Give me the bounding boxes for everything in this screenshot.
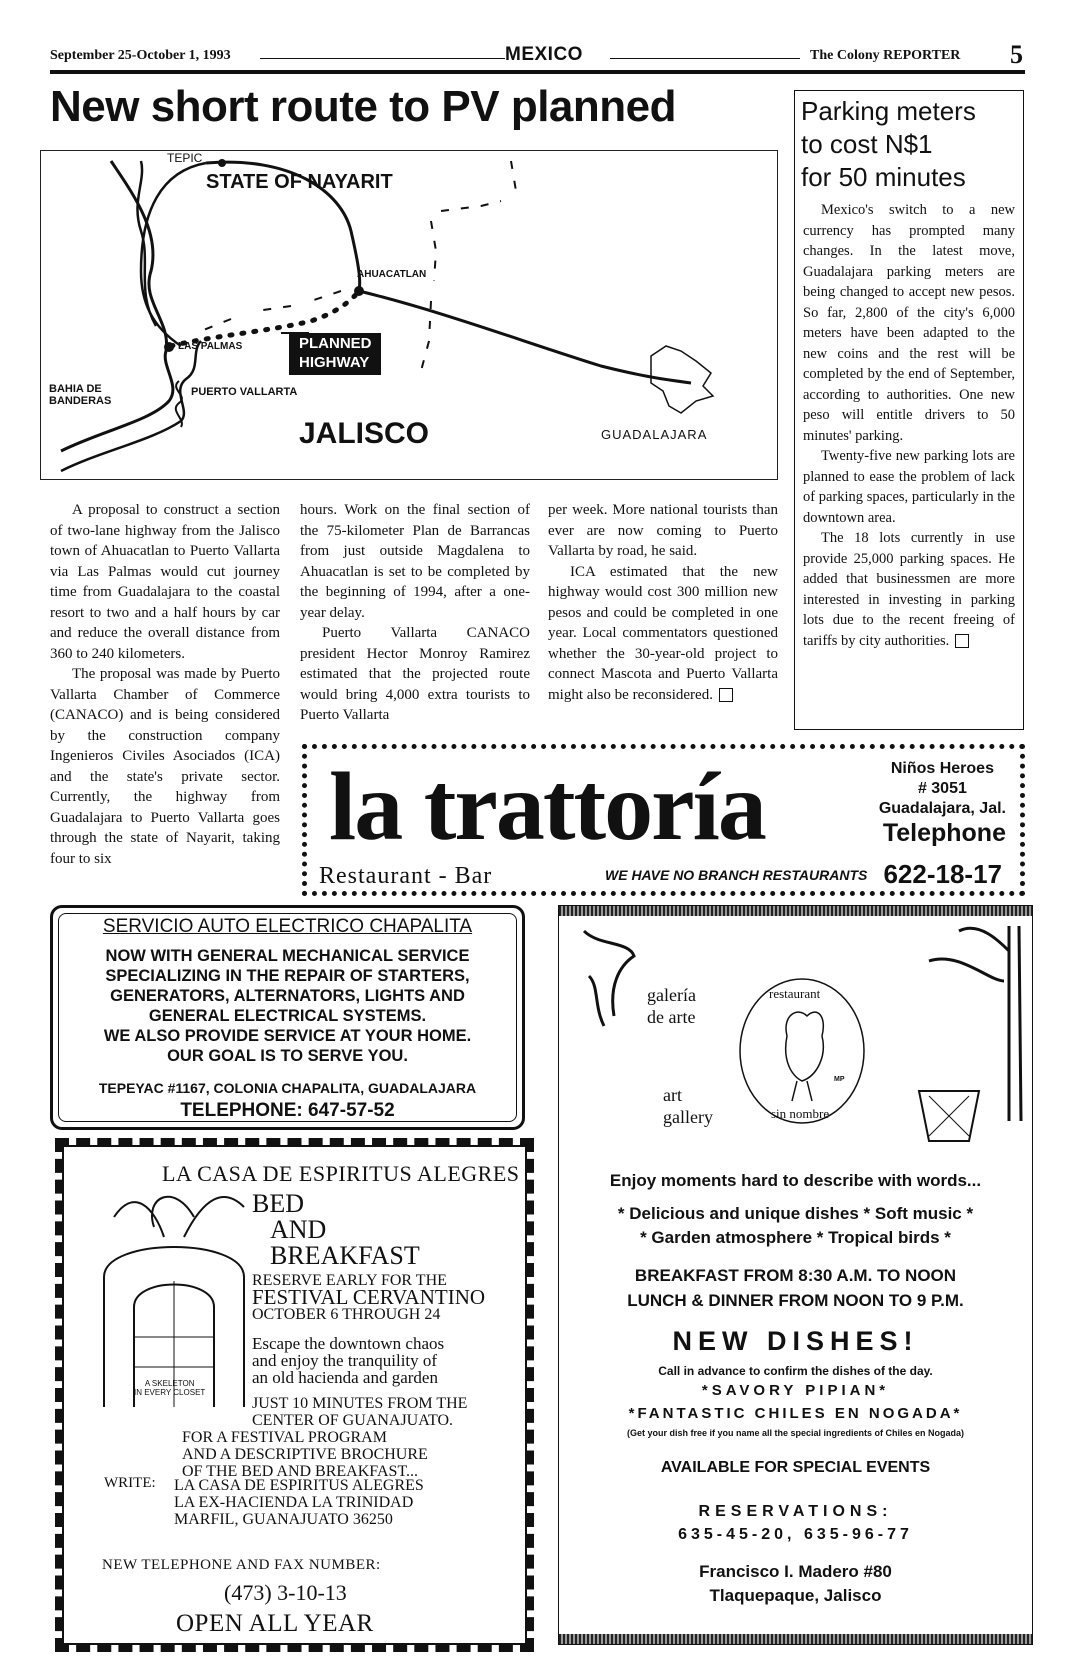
casa-write-label: WRITE: <box>104 1475 156 1491</box>
casa-skeleton-note <box>134 1379 205 1397</box>
issue-date: September 25-October 1, 1993 <box>50 48 231 63</box>
trattoria-tel-label: Telephone <box>882 819 1006 847</box>
article-paragraph: The proposal was made by Puerto Vallarta Chamber of Commerce (CANACO) and is being considered by the construction company Ingenieros Civiles Asociados (ICA) and the state's private sector. Currently, the highway from Guadalajara to Puerto Vallarta goes through the state of Nayarit, taking four to six <box>50 666 280 867</box>
trattoria-subtitle: Restaurant - Bar <box>319 863 493 889</box>
map-label-las-palmas: LAS PALMAS <box>178 341 243 352</box>
galeria-new-dishes: NEW DISHES! <box>672 1326 919 1356</box>
parking-headline-2: to cost N$1 <box>801 129 933 159</box>
map-label-tepic: TEPIC <box>167 151 203 165</box>
parking-paragraph <box>803 528 1015 651</box>
section-title: MEXICO <box>505 44 583 65</box>
galeria-address-2: Tlaquepaque, Jalisco <box>709 1586 882 1605</box>
casa-reserve-line: RESERVE EARLY FOR THE <box>252 1272 447 1289</box>
galeria-title <box>647 984 696 1028</box>
bottom-band <box>559 1634 1032 1644</box>
servicio-tel: TELEPHONE: 647-57-52 <box>180 1100 395 1121</box>
seal-top-text: restaurant <box>769 986 821 1001</box>
casa-skeleton-2: IN EVERY CLOSET <box>134 1388 206 1397</box>
route-map <box>40 150 778 480</box>
article-paragraph: Puerto Vallarta CANACO president Hector Monroy Ramirez estimated that the projected route would bring 4,000 extra tourists to Puerto Vallarta <box>300 625 530 723</box>
foliage-icon <box>579 926 639 1036</box>
end-mark-icon <box>955 634 969 648</box>
map-label-ahuacatlan: AHUACATLAN <box>357 269 427 280</box>
art-gallery-title <box>663 1084 713 1128</box>
casa-dates: OCTOBER 6 THROUGH 24 <box>252 1306 441 1323</box>
casa-write-1: LA CASA DE ESPIRITUS ALEGRES <box>174 1477 424 1494</box>
art-gallery-1: art <box>663 1085 682 1105</box>
galeria-title-1: galería <box>647 985 696 1005</box>
art-gallery-2: gallery <box>663 1107 713 1127</box>
galeria-chiles: *FANTASTIC CHILES EN NOGADA* <box>628 1405 963 1422</box>
servicio-line: GENERAL ELECTRICAL SYSTEMS. <box>148 1007 427 1025</box>
map-label-nayarit: STATE OF NAYARIT <box>206 171 393 193</box>
article-paragraph: hours. Work on the final section of the 75-kilometer Plan de Barrancas from just outside Magdalena to Ahuacatlan is set to be completed by the beginning of 1994, after a one-year delay. <box>300 502 530 621</box>
map-label-jalisco: JALISCO <box>299 417 430 450</box>
article-headline: New short route to PV planned <box>50 82 676 131</box>
article-paragraph <box>548 562 778 706</box>
map-label-bahia <box>49 383 111 407</box>
tree-icon <box>899 921 1029 1151</box>
casa-ad <box>62 1145 527 1645</box>
parking-paragraph: Twenty-five new parking lots are planned to ease the problem of lack of parking spaces, particularly in the downtown area. <box>803 448 1015 526</box>
parking-paragraph-text: The 18 lots currently in use provide 25,000 parking spaces. He added that businessmen are more interested in investing in parking lots due to the recent freeing of tariffs by city authorities. <box>803 530 1015 649</box>
galeria-reservations: RESERVATIONS: <box>698 1503 893 1520</box>
map-label-guadalajara: GUADALAJARA <box>601 427 708 442</box>
servicio-title: SERVICIO AUTO ELECTRICO CHAPALITA <box>102 916 473 937</box>
servicio-line: SPECIALIZING IN THE REPAIR OF STARTERS, <box>105 967 470 985</box>
map-label-planned: PLANNED <box>299 335 372 352</box>
map-label-pv: PUERTO VALLARTA <box>191 386 298 398</box>
casa-open: OPEN ALL YEAR <box>176 1610 374 1637</box>
casa-distance <box>252 1395 467 1429</box>
trattoria-logo: la trattoría <box>329 753 765 861</box>
casa-program-2: AND A DESCRIPTIVE BROCHURE <box>182 1446 428 1463</box>
servicio-body <box>63 946 512 1066</box>
servicio-ad <box>50 905 525 1130</box>
casa-program <box>182 1429 428 1480</box>
casa-distance-1: JUST 10 MINUTES FROM THE <box>252 1395 468 1412</box>
servicio-line: NOW WITH GENERAL MECHANICAL SERVICE <box>105 947 470 965</box>
header-divider <box>50 70 1025 74</box>
servicio-address: TEPEYAC #1167, COLONIA CHAPALITA, GUADALAJARA <box>98 1080 477 1096</box>
galeria-ad <box>558 905 1033 1645</box>
galeria-lunch: LUNCH & DINNER FROM NOON TO 9 P.M. <box>627 1291 964 1310</box>
parking-headline-3: for 50 minutes <box>801 162 966 192</box>
header-rule <box>610 58 800 59</box>
casa-escape-1: Escape the downtown chaos <box>252 1334 445 1353</box>
casa-bnb <box>252 1191 420 1269</box>
galeria-pipian: *SAVORY PIPIAN* <box>701 1382 890 1399</box>
trattoria-tel: 622-18-17 <box>883 859 1002 889</box>
article-paragraph-text: ICA estimated that the new highway would cost 300 million new pesos and could be completed in one year. Local commentators questioned whether the 30-year-old project to connect Mascota and Puerto Vallarta might also be reconsidered. <box>548 563 778 703</box>
casa-bnb-1: BED <box>252 1189 304 1218</box>
casa-title: LA CASA DE ESPIRITUS ALEGRES <box>162 1161 520 1186</box>
trattoria-ad <box>302 744 1025 896</box>
galeria-address-1: Francisco I. Madero #80 <box>699 1562 892 1581</box>
galeria-title-2: de arte <box>647 1007 696 1027</box>
galeria-enjoy: Enjoy moments hard to describe with words... <box>609 1171 982 1190</box>
paper-name: The Colony REPORTER <box>810 48 961 63</box>
servicio-line: GENERATORS, ALTERNATORS, LIGHTS AND <box>110 987 465 1005</box>
casa-escape <box>252 1335 444 1386</box>
parking-article <box>794 90 1024 730</box>
galeria-feature-2: * Garden atmosphere * Tropical birds * <box>640 1228 951 1247</box>
parking-headline <box>801 95 1015 194</box>
article-paragraph: per week. More national tourists than ever are now coming to Puerto Vallarta by road, he said. <box>548 502 778 559</box>
casa-escape-3: an old hacienda and garden <box>252 1368 438 1387</box>
map-label-bahia-2: BANDERAS <box>49 395 112 407</box>
article-column-1 <box>50 500 280 869</box>
article-paragraph: A proposal to construct a section of two-lane highway from the Jalisco town of Ahuacatlan to Puerto Vallarta via Las Palmas would cut journey time from Guadalajara to the coastal resort to two and a half hours by car and reduce the overall distance from 360 to 240 kilometers. <box>50 502 280 662</box>
trattoria-address-1: Niños Heroes <box>890 760 994 777</box>
casa-reserve <box>252 1272 485 1323</box>
casa-program-1: FOR A FESTIVAL PROGRAM <box>182 1429 387 1446</box>
top-band <box>559 906 1032 916</box>
galeria-phones: 635-45-20, 635-96-77 <box>678 1526 913 1543</box>
article-column-2 <box>300 500 530 726</box>
casa-bnb-3: BREAKFAST <box>270 1241 420 1270</box>
seal-mark: MP <box>834 1076 845 1083</box>
casa-escape-2: and enjoy the tranquility of <box>252 1351 438 1370</box>
galeria-events: AVAILABLE FOR SPECIAL EVENTS <box>660 1459 931 1476</box>
galeria-get-free: (Get your dish free if you name all the special ingredients of Chiles en Nogada) <box>626 1428 965 1438</box>
casa-write-2: LA EX-HACIENDA LA TRINIDAD <box>174 1494 414 1511</box>
trattoria-address <box>879 759 1006 819</box>
casa-program-3: OF THE BED AND BREAKFAST... <box>182 1463 419 1480</box>
casa-bnb-2: AND <box>270 1215 327 1244</box>
trattoria-address-3: Guadalajara, Jal. <box>878 800 1006 817</box>
casa-write-address <box>174 1477 424 1528</box>
servicio-line: OUR GOAL IS TO SERVE YOU. <box>167 1047 408 1065</box>
parking-paragraph: Mexico's switch to a new currency has prompted many changes. In the latest move, Guadalajara parking meters are being changed to accept new pesos. So far, 2,800 of the city's 6,000 meters have been adapted to the new coins and the rest will be completed by the end of September, according to authorities. One new peso will entitle drivers to 50 minutes' parking. <box>803 202 1015 444</box>
casa-distance-2: CENTER OF GUANAJUATO. <box>252 1412 454 1429</box>
galeria-call: Call in advance to confirm the dishes of the day. <box>658 1364 933 1378</box>
map-label-highway: HIGHWAY <box>299 354 370 371</box>
casa-skeleton-1: A SKELETON <box>144 1379 195 1388</box>
galeria-breakfast: BREAKFAST FROM 8:30 A.M. TO NOON <box>634 1266 957 1285</box>
seal-bottom-text: sin nombre <box>771 1106 830 1121</box>
header-rule <box>260 58 505 59</box>
casa-write-3: MARFIL, GUANAJUATO 36250 <box>174 1511 393 1528</box>
servicio-line: WE ALSO PROVIDE SERVICE AT YOUR HOME. <box>103 1027 472 1045</box>
parking-headline-1: Parking meters <box>801 96 976 126</box>
casa-newtel-label: NEW TELEPHONE AND FAX NUMBER: <box>102 1557 381 1573</box>
galeria-feature-1: * Delicious and unique dishes * Soft music * <box>617 1204 974 1223</box>
casa-festival: FESTIVAL CERVANTINO <box>252 1285 486 1309</box>
trattoria-no-branch: WE HAVE NO BRANCH RESTAURANTS <box>605 867 868 883</box>
page-number: 5 <box>1010 40 1023 69</box>
article-column-3 <box>548 500 778 705</box>
trattoria-address-2: # 3051 <box>917 780 967 797</box>
end-mark-icon <box>719 688 733 702</box>
casa-phone: (473) 3-10-13 <box>224 1580 347 1605</box>
map-label-bahia-1: BAHIA DE <box>49 383 102 395</box>
